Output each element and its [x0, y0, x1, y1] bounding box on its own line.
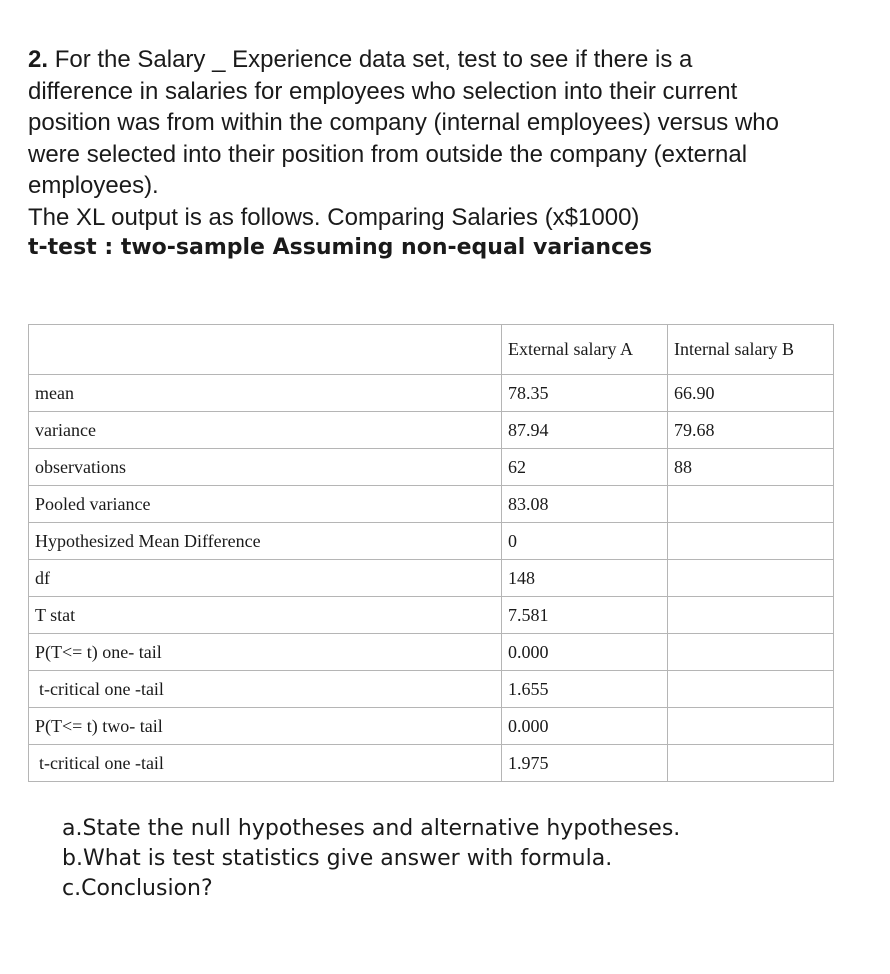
header-internal-salary: Internal salary B	[668, 325, 834, 375]
value-a: 87.94	[502, 412, 668, 449]
header-label-cell	[29, 325, 502, 375]
row-label: P(T<= t) two- tail	[29, 708, 502, 745]
t-test-results-table	[28, 324, 834, 782]
question-line-5: employees).	[28, 172, 159, 199]
table-row	[29, 486, 834, 523]
value-a: 83.08	[502, 486, 668, 523]
value-a: 1.975	[502, 745, 668, 782]
value-b: 66.90	[668, 375, 834, 412]
value-a: 148	[502, 560, 668, 597]
row-label: T stat	[29, 597, 502, 634]
table-row	[29, 412, 834, 449]
row-label: Hypothesized Mean Difference	[29, 523, 502, 560]
value-a: 0.000	[502, 708, 668, 745]
row-label: Pooled variance	[29, 486, 502, 523]
output-intro: The XL output is as follows. Comparing Salaries (x$1000)	[28, 203, 640, 231]
question-line-3: position was from within the company (internal employees) versus who	[28, 109, 779, 136]
test-subtitle: t-test : two-sample Assuming non-equal variances	[28, 235, 653, 260]
row-label: P(T<= t) one- tail	[29, 634, 502, 671]
table-row	[29, 745, 834, 782]
question-line-4: were selected into their position from outside the company (external	[28, 140, 748, 168]
value-b	[668, 671, 834, 708]
value-b	[668, 634, 834, 671]
value-a: 1.655	[502, 671, 668, 708]
value-a: 0.000	[502, 634, 668, 671]
table-header-row	[29, 325, 834, 375]
question-number: 2.	[28, 46, 49, 73]
question-line-1	[28, 44, 868, 76]
table-row	[29, 708, 834, 745]
table-row	[29, 671, 834, 708]
row-label	[29, 745, 502, 782]
row-label-text: t-critical one -tail	[39, 678, 164, 699]
table-row	[29, 375, 834, 412]
table-row	[29, 597, 834, 634]
value-a: 62	[502, 449, 668, 486]
question-line-2: difference in salaries for employees who selection into their current	[28, 77, 738, 105]
header-external-salary: External salary A	[502, 325, 668, 375]
row-label-text: t-critical one -tail	[39, 752, 164, 773]
task-c: c.Conclusion?	[62, 876, 213, 901]
row-label: variance	[29, 412, 502, 449]
table-row	[29, 523, 834, 560]
value-b	[668, 745, 834, 782]
value-b	[668, 486, 834, 523]
task-list	[62, 814, 680, 904]
row-label	[29, 671, 502, 708]
row-label: df	[29, 560, 502, 597]
value-a: 7.581	[502, 597, 668, 634]
value-a: 78.35	[502, 375, 668, 412]
value-b	[668, 560, 834, 597]
question-text	[28, 44, 868, 263]
value-b: 88	[668, 449, 834, 486]
table-row	[29, 449, 834, 486]
question-line-1-text: For the Salary _ Experience data set, test to see if there is a	[54, 46, 693, 73]
value-b: 79.68	[668, 412, 834, 449]
value-b	[668, 523, 834, 560]
task-a: a.State the null hypotheses and alternative hypotheses.	[62, 816, 681, 841]
row-label: mean	[29, 375, 502, 412]
task-b: b.What is test statistics give answer with formula.	[62, 846, 613, 871]
value-a: 0	[502, 523, 668, 560]
row-label: observations	[29, 449, 502, 486]
table-row	[29, 634, 834, 671]
value-b	[668, 708, 834, 745]
table-row	[29, 560, 834, 597]
value-b	[668, 597, 834, 634]
